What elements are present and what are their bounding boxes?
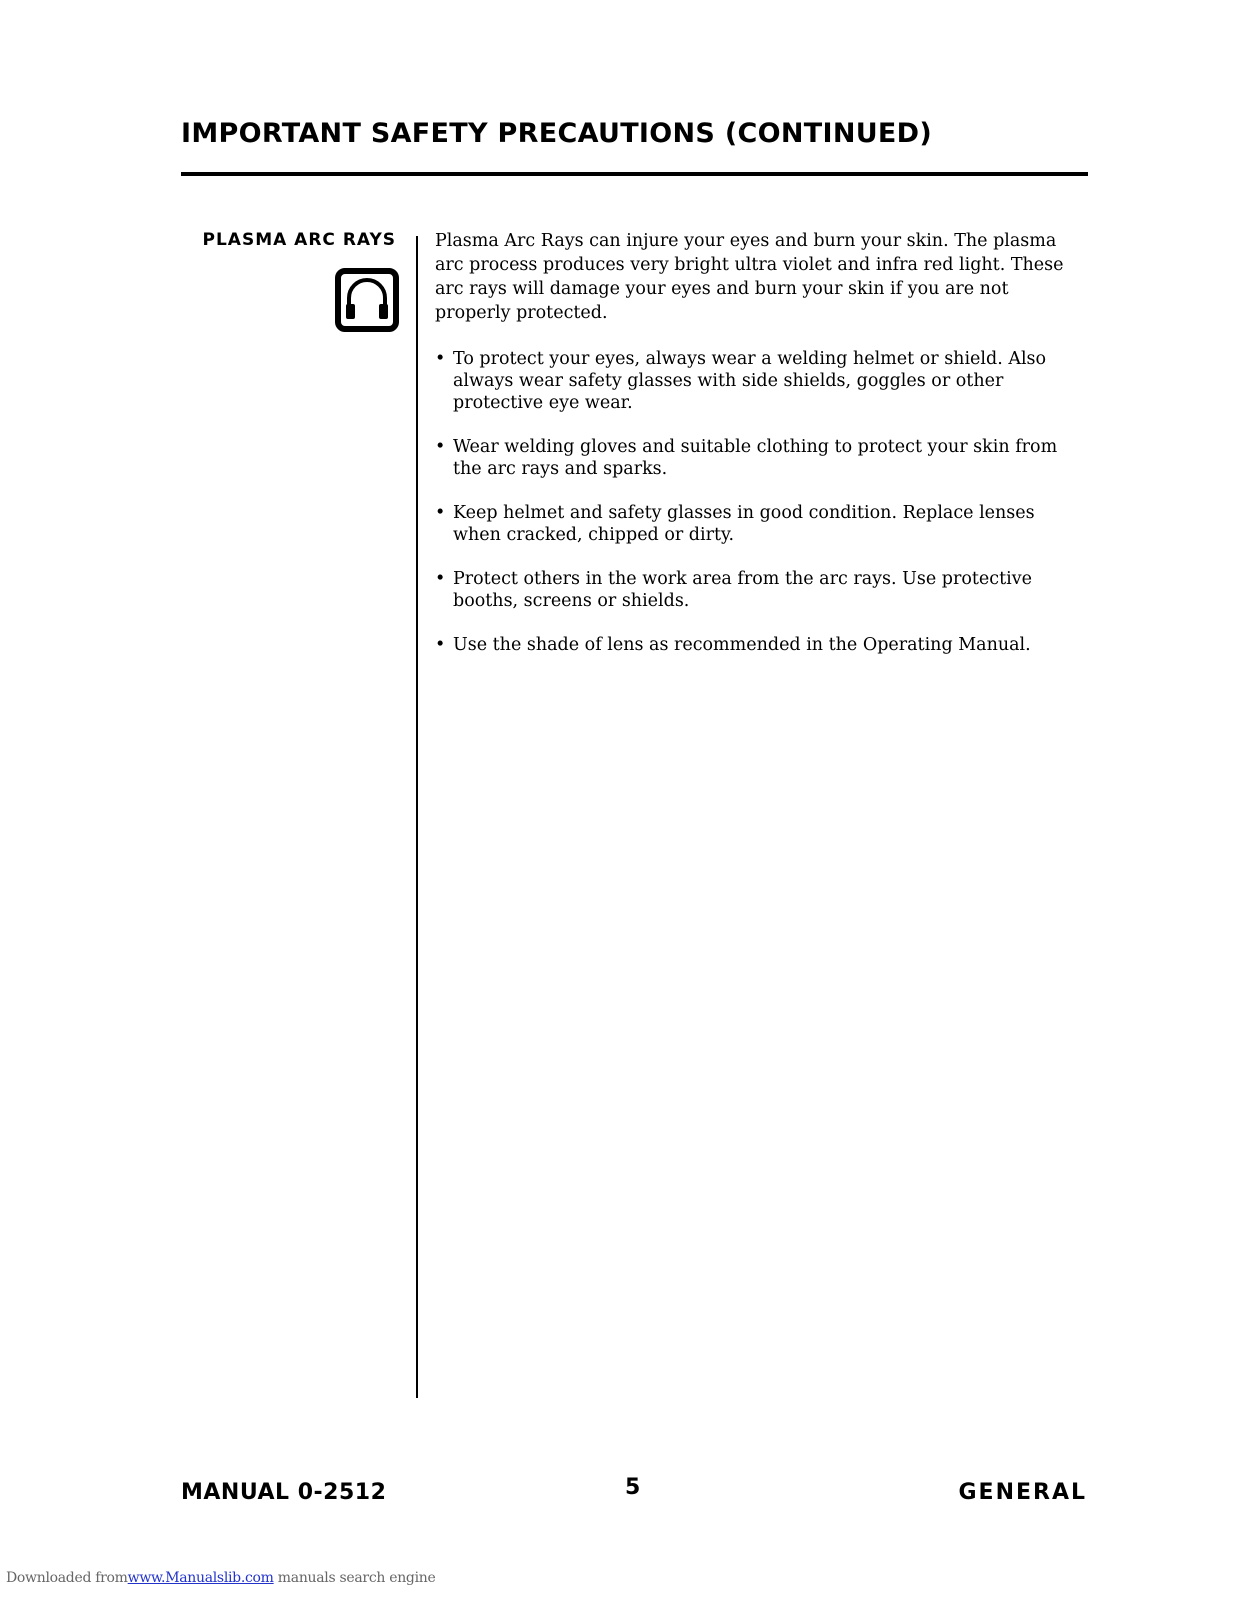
bullet-marker: • [435,349,446,369]
list-item [435,348,1085,414]
list-item-text: Use the shade of lens as recommended in the Operating Manual. [453,635,1031,655]
section-body [435,229,1085,678]
footer-page-number: 5 [625,1475,641,1500]
list-item-text: Wear welding gloves and suitable clothing to protect your skin from the arc rays and sparks. [453,437,1058,479]
section-heading: PLASMA ARC RAYS [202,230,396,250]
bullet-marker: • [435,503,446,523]
download-notice [6,1570,435,1586]
page-title: IMPORTANT SAFETY PRECAUTIONS (CONTINUED) [181,118,933,149]
bullet-marker: • [435,437,446,457]
download-prefix: Downloaded from [6,1570,128,1586]
footer-section-name: GENERAL [958,1480,1087,1505]
list-item [435,568,1085,612]
list-item-text: Protect others in the work area from the arc rays. Use protective booths, screens or shields. [453,569,1032,611]
column-divider [416,236,418,1398]
list-item [435,502,1085,546]
list-item [435,634,1085,656]
intro-paragraph: Plasma Arc Rays can injure your eyes and burn your skin. The plasma arc process produces very bright ultra violet and infra red light. These arc rays will damage your eyes and burn your skin if you are not properly protected. [435,231,1064,323]
bullet-marker: • [435,569,446,589]
bullet-marker: • [435,635,446,655]
footer-manual-number: MANUAL 0-2512 [181,1480,387,1505]
download-suffix: manuals search engine [273,1570,436,1586]
title-divider [181,172,1088,176]
list-item [435,436,1085,480]
list-item-text: To protect your eyes, always wear a welding helmet or shield. Also always wear safety glasses with side shields, goggles or other protective eye wear. [453,349,1047,413]
ear-protection-headphones-icon [335,268,399,332]
list-item-text: Keep helmet and safety glasses in good condition. Replace lenses when cracked, chipped or dirty. [453,503,1035,545]
precaution-list [435,348,1085,656]
manualslib-link[interactable]: www.Manualslib.com [127,1570,274,1586]
